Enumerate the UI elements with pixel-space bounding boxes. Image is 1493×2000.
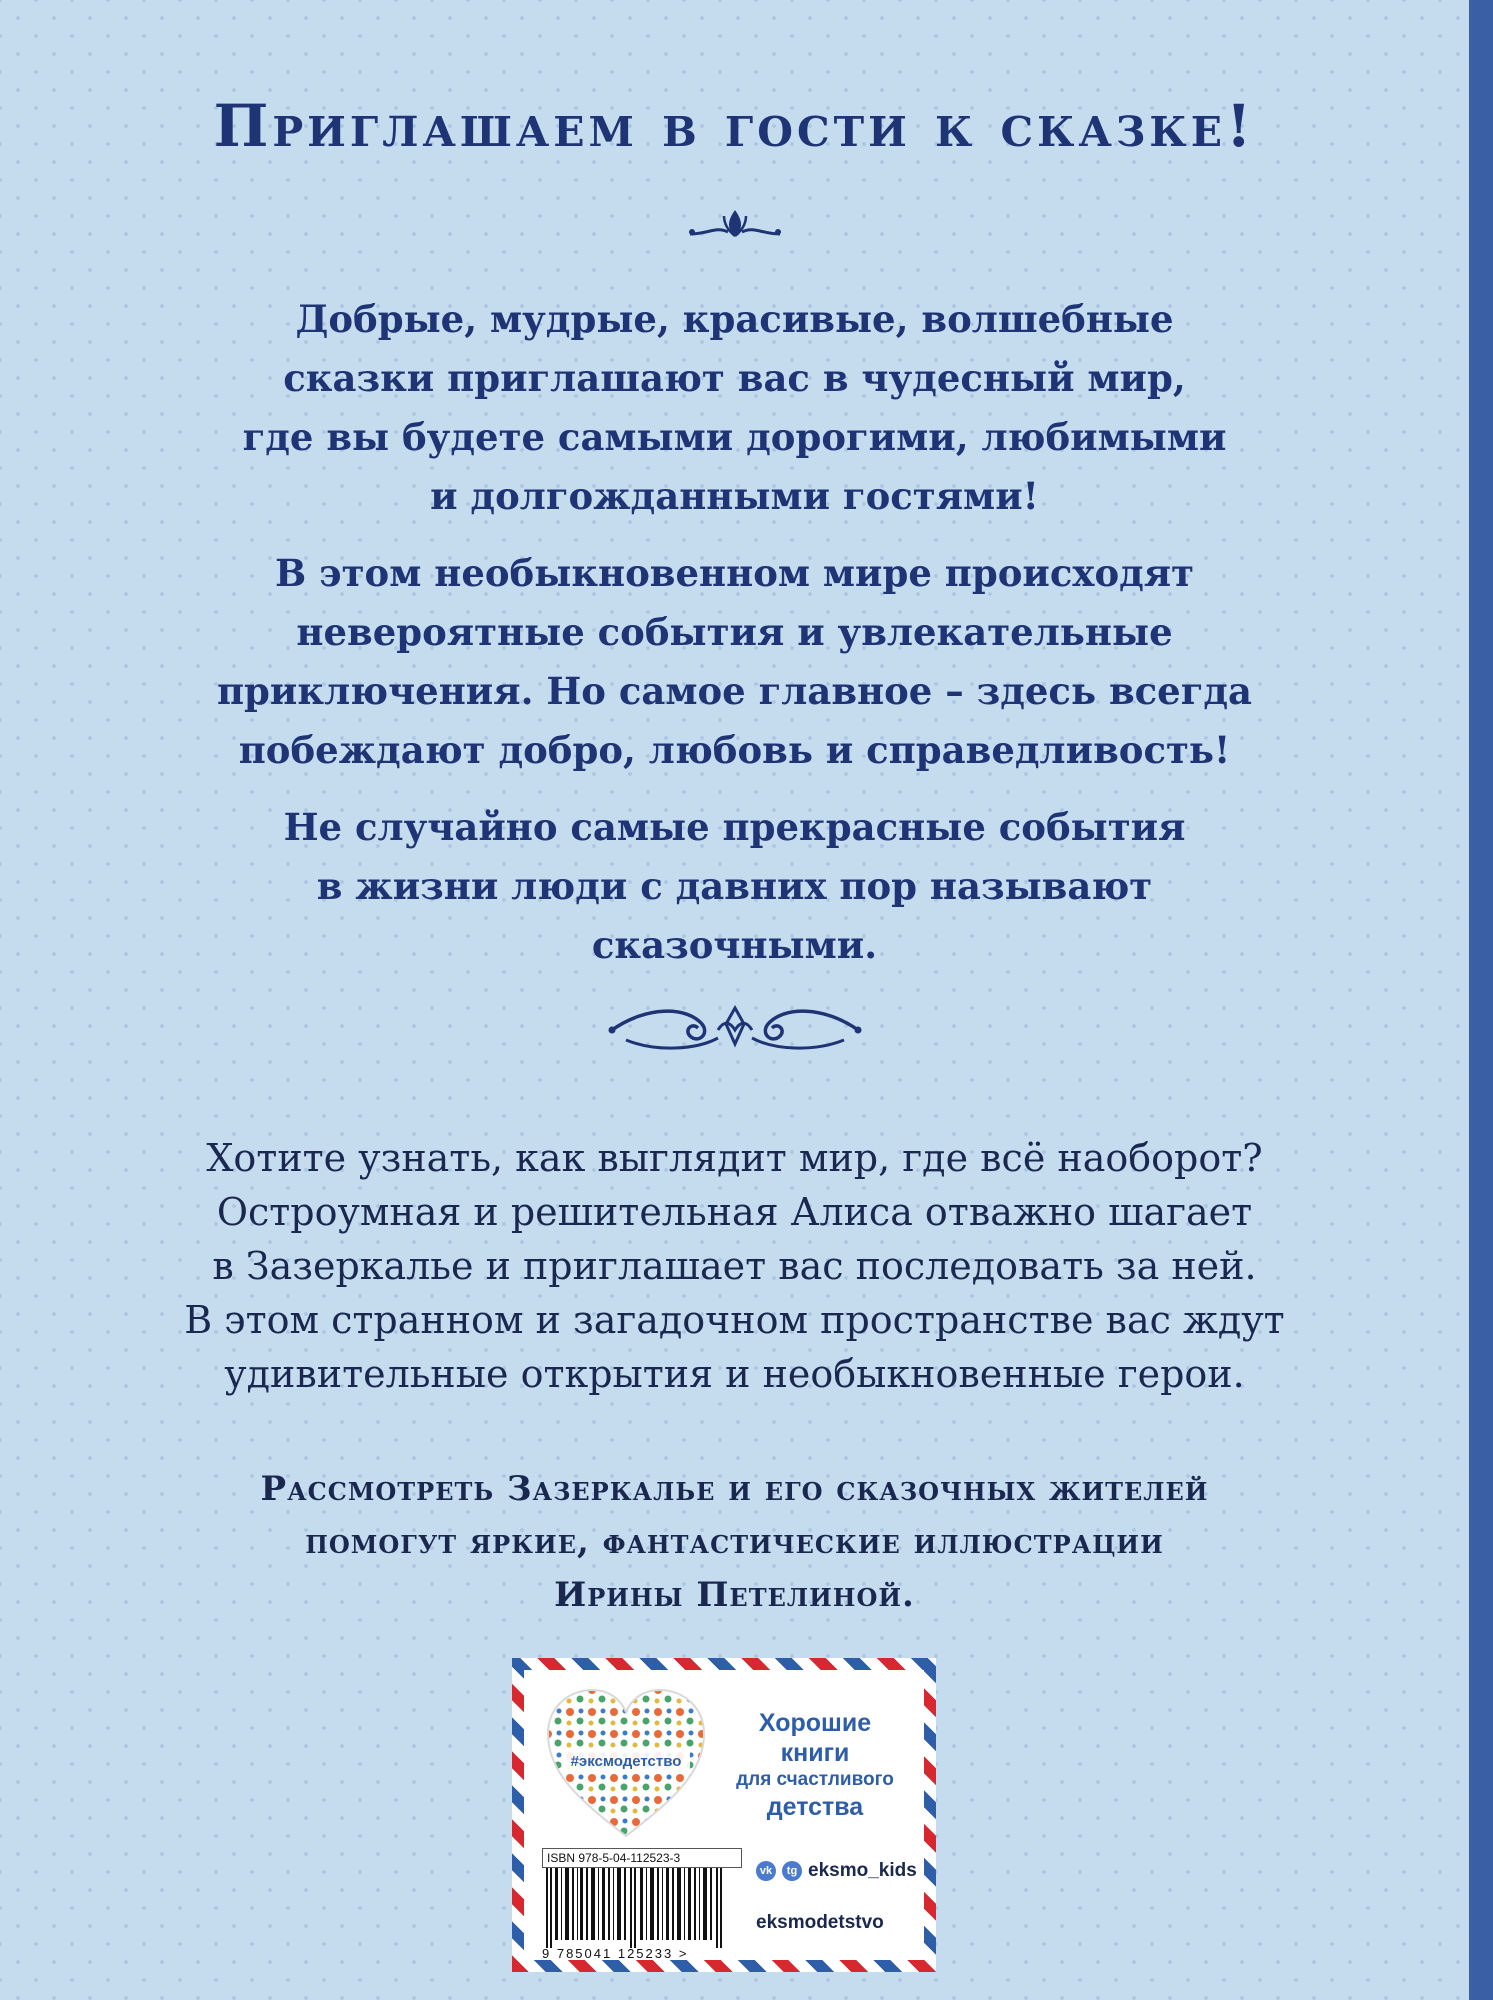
intro-paragraph-2: В этом необыкновенном мире происходят невероятные события и увлекательные приключения. Но самое главное – здесь всегда побеждают добро, любовь и справедливость! bbox=[216, 551, 1253, 772]
ornament-top-icon bbox=[688, 206, 782, 242]
telegram-icon[interactable]: tg bbox=[782, 1861, 802, 1881]
ornament-middle-icon bbox=[606, 1000, 864, 1056]
badge-slogan: Хорошие книги для счастливого детства bbox=[736, 1709, 894, 1821]
social-links bbox=[756, 1860, 917, 1934]
cover-spine bbox=[1469, 0, 1493, 2000]
heart-logo-icon bbox=[542, 1684, 710, 1842]
barcode-icon bbox=[542, 1868, 742, 1948]
illustrations-note: Рассмотреть Зазеркалье и его сказочных жителей помогут яркие, фантастические иллюстрации Ирины Петелиной. bbox=[260, 1469, 1209, 1615]
intro-text bbox=[0, 290, 1469, 975]
social-handle-kids[interactable]: eksmo_kids bbox=[808, 1860, 917, 1881]
intro-paragraph-3: Не случайно самые прекрасные события в жизни люди с давних пор называют сказочными. bbox=[283, 805, 1186, 967]
intro-paragraph-1: Добрые, мудрые, красивые, волшебные сказки приглашают вас в чудесный мир, где вы будете самыми дорогими, любимыми и долгожданными гостями! bbox=[242, 297, 1227, 518]
publisher-badge bbox=[512, 1658, 936, 1972]
social-handle-detstvo[interactable]: eksmodetstvo bbox=[756, 1912, 884, 1933]
isbn-label: ISBN 978-5-04-112523-3 bbox=[542, 1848, 742, 1868]
page-title: Приглашаем в гости к сказке! bbox=[213, 92, 1256, 160]
badge-inner bbox=[524, 1670, 924, 1960]
barcode-number: 9 785041 125233 > bbox=[542, 1946, 689, 1961]
heart-hashtag: #эксмодетство bbox=[570, 1753, 682, 1770]
vk-icon[interactable]: vk bbox=[756, 1861, 776, 1881]
description-text: Хотите узнать, как выглядит мир, где всё наоборот? Остроумная и решительная Алиса отважно шагает в Зазеркалье и приглашает вас последовать за ней. В этом странном и загадочном пространстве вас ждут удивительные открытия и необыкновенные герои. bbox=[184, 1136, 1285, 1396]
